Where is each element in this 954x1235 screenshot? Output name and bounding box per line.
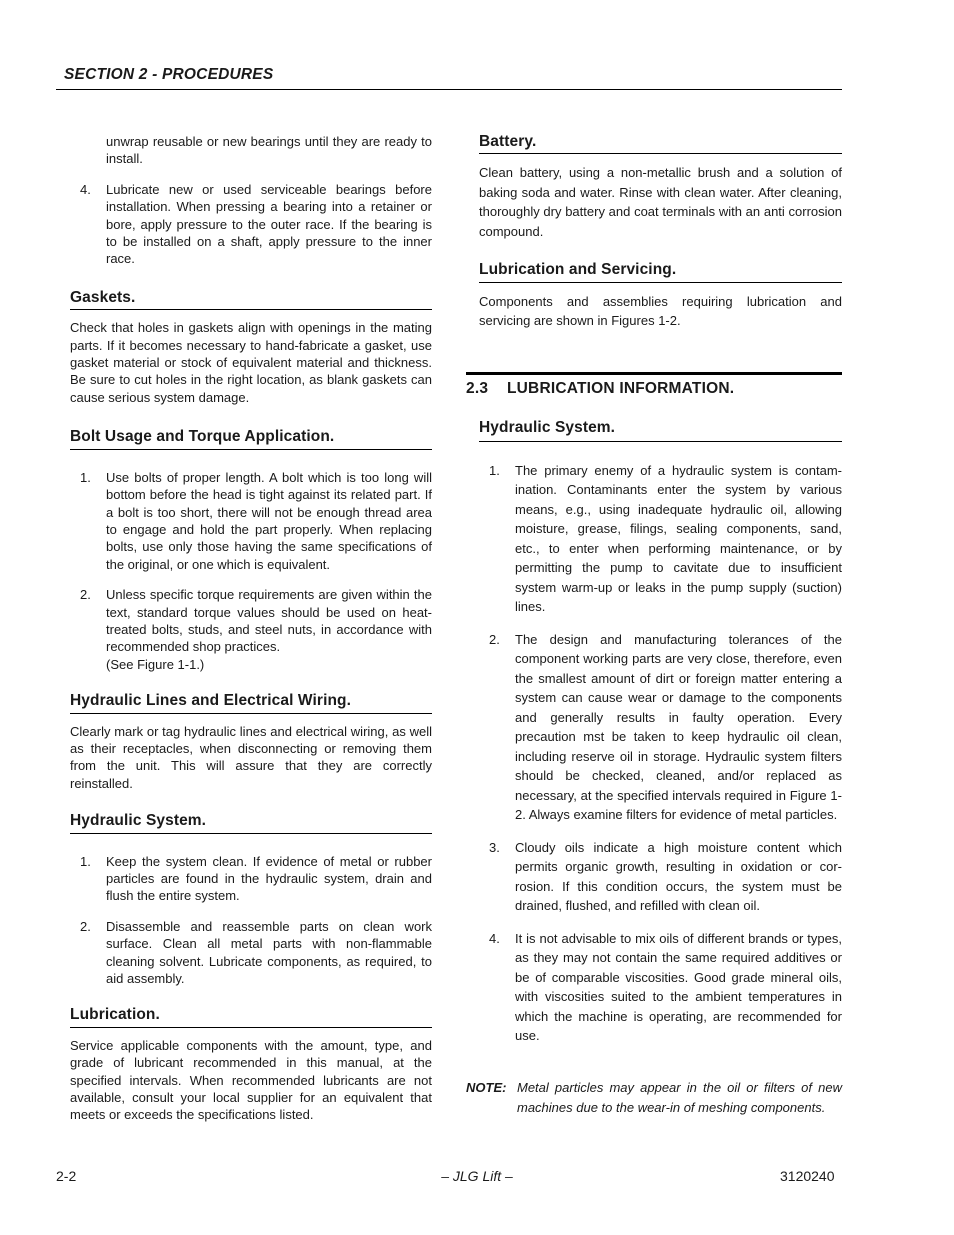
list-item: [479, 838, 842, 916]
lubrication-servicing-paragraph: Components and assemblies requiring lubrication and servicing are shown in Figures 1-2.: [479, 293, 842, 329]
list-item: [479, 929, 842, 1046]
footer-page-number: 2-2: [56, 1168, 77, 1184]
list-text: It is not advisable to mix oils of different brands or types, as they may not contain the same required additives or be of comparable viscosities. Good grade mineral oils, with viscosities suited to the ambient temperatures in which the machine is operating, are recommended for use.: [515, 930, 842, 1043]
footer-center: – JLG Lift –: [441, 1168, 513, 1184]
list-number: 4.: [489, 930, 500, 946]
section-title-text: LUBRICATION INFORMATION.: [507, 380, 735, 397]
list-item: [479, 461, 842, 617]
heading-lubrication: Lubrication.: [70, 1006, 432, 1027]
lubrication-paragraph: Service applicable components with the amount, type, and grade of lubricant recommended in this manual, at the specified intervals. When recommended lubricants are not available, consult your local supplier for an equivalent that meets or exceeds the specifications listed.: [70, 1037, 432, 1123]
list-text: The primary enemy of a hydraulic system is contamination. Contaminants enter the system by various means, e.g., using inadequate hydraulic oil, allowing moisture, grease, filings, sealing components, sand, etc., to enter when performing maintenance, or by permitting the pump to cavitate due to insufficient system warm-up or leaks in the pump supply (suction) lines.: [515, 462, 842, 614]
heading-battery: Battery.: [479, 133, 842, 154]
list-number: 2.: [80, 918, 91, 934]
note-text: Metal particles may appear in the oil or filters of new machines due to the wear-in of meshing components.: [517, 1080, 842, 1115]
section-header: SECTION 2 - PROCEDURES: [64, 66, 274, 83]
heading-lubrication-servicing: Lubrication and Servicing.: [479, 261, 842, 282]
list-item: [70, 469, 432, 573]
heading-bolt-usage: Bolt Usage and Torque Application.: [70, 428, 432, 449]
footer-document-number: 3120240: [780, 1168, 835, 1184]
hydraulic-lines-paragraph: Clearly mark or tag hydraulic lines and electrical wiring, as well as their receptacles, when disconnecting or removing them from the unit. This will assure that they are correctly reinstalled.: [70, 723, 432, 791]
left-column: [70, 133, 432, 1124]
heading-hydraulic-system: Hydraulic System.: [70, 812, 432, 833]
list-item: [70, 918, 432, 988]
list-text-extra: (See Figure 1-1.): [106, 656, 205, 672]
section-title: [466, 372, 842, 398]
list-text: Keep the system clean. If evidence of metal or rubber particles are found in the hydraulic system, drain and flush the entire system.: [106, 853, 432, 904]
gaskets-paragraph: Check that holes in gaskets align with openings in the mating parts. If it becomes necessary to hand-fabricate a gasket, use gasket material or stock of equivalent material and thickness. Be sure to cut holes in the right location, as blank gaskets can cause serious system damage.: [70, 320, 432, 405]
heading-gaskets: Gaskets.: [70, 289, 432, 310]
note-label: NOTE:: [466, 1080, 507, 1095]
battery-paragraph: Clean battery, using a non-metallic brush and a solution of baking soda and water. Rinse with clean water. After cleaning, thoroughly dry battery and coat terminals with an anti corrosion compound.: [479, 165, 842, 239]
list-text: Lubricate new or used serviceable bearings before installation. When pressing a bearing into a retainer or bore, apply pressure to the outer race. If the bearing is to be installed on a shaft, apply pressure to the inner race.: [106, 181, 432, 267]
list-number: 2.: [80, 587, 91, 603]
list-number: 1.: [80, 853, 91, 869]
list-item: [70, 853, 432, 905]
list-number: 2.: [489, 631, 500, 647]
list-number: 1.: [80, 469, 91, 485]
section-number: 2.3: [466, 380, 489, 397]
list-text: Cloudy oils indicate a high moisture content which permits organic growth, resulting in oxidation or corrosion. If this condition occurs, the system must be drained, flushed, and refilled with clean oil.: [515, 839, 842, 913]
list-item: [70, 586, 432, 673]
list-text: Unless specific torque requirements are given within the text, standard torque values should be used on heat-treated bolts, studs, and steel nuts, in accordance with recommended shop practices.: [106, 587, 432, 655]
continued-paragraph: unwrap reusable or new bearings until they are ready to install.: [106, 134, 432, 167]
heading-hydraulic-system-right: Hydraulic System.: [479, 418, 842, 442]
list-item: [70, 181, 432, 268]
heading-hydraulic-lines: Hydraulic Lines and Electrical Wiring.: [70, 692, 432, 713]
right-column-upper: [479, 133, 842, 331]
right-column-lower: [479, 418, 842, 1046]
list-text: The design and manufacturing tolerances of the component working parts are very close, therefore, even the smallest amount of dirt or foreign matter entering a system can cause wear or damage to the components and generally results in faulty operation. Every precaution mst be taken to keep hydraulic oil clean, including reserve oil in storage. Hydraulic system filters should be checked, cleaned, and/or replaced as necessary, at the specified intervals required in Figure 1-2. Always examine filters for evidence of metal particles.: [515, 631, 842, 822]
note-block: [466, 1078, 842, 1117]
list-number: 3.: [489, 839, 500, 855]
list-item: [479, 630, 842, 825]
list-number: 1.: [489, 462, 500, 478]
list-text: Use bolts of proper length. A bolt which is too long will bottom before the head is tight against its related part. If a bolt is too short, there will not be enough thread area to engage and hold the part properly. When replacing bolts, use only those having the same specifications of the original, or one which is equivalent.: [106, 469, 432, 572]
list-text: Disassemble and reassemble parts on clean work surface. Clean all metal parts with non-flammable cleaning solvent. Lubricate components, as required, to aid assembly.: [106, 918, 432, 987]
header-rule: [56, 89, 842, 90]
list-number: 4.: [80, 181, 91, 197]
